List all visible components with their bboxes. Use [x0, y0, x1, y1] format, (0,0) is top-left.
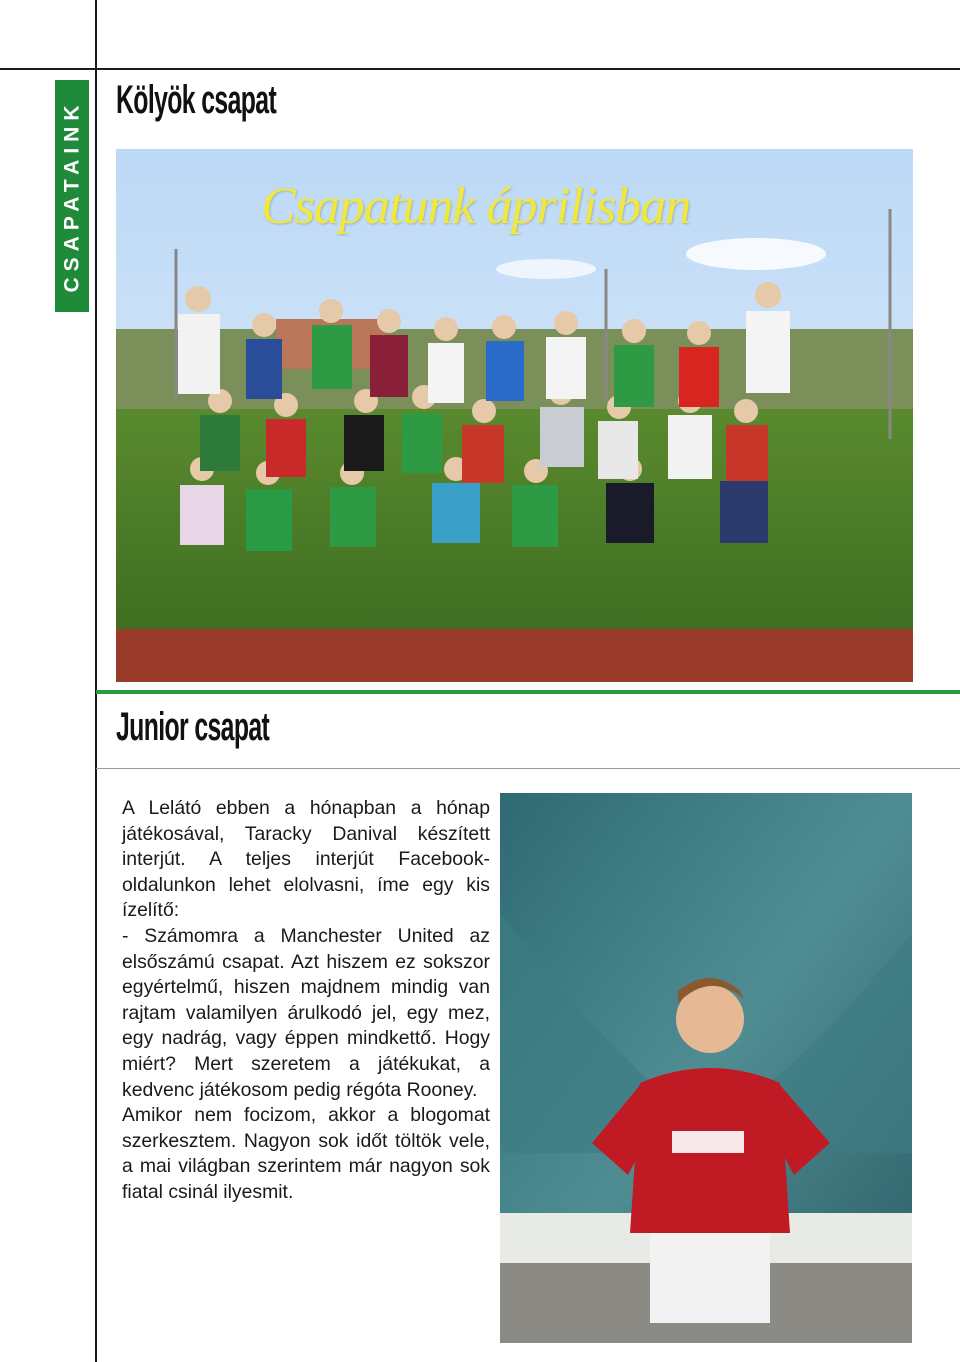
- team-photo-caption: Csapatunk áprilisban: [261, 178, 691, 235]
- article-paragraph: - Számomra a Manchester United az elsőszámú csapat. Azt hiszem ez sokszor egyértelmű, hiszen majdnem mindig van rajtam valamilyen árulkodó jel, egy mez, egy nadrág, vagy éppen mindkettő. Hogy miért? Mert szeretem a játékukat, a kedvenc játékosom pedig régóta Rooney.: [122, 924, 490, 1101]
- article-paragraph: Amikor nem focizom, akkor a blogomat szerkesztem. Nagyon sok időt töltök vele, a mai világban szerintem már nagyon sok fiatal csinál ilyesmit.: [122, 1104, 490, 1203]
- top-rule: [0, 68, 960, 70]
- section-tab: [55, 80, 89, 312]
- section-title-kolyok: Kölyök csapat: [116, 78, 277, 122]
- section-divider: [96, 690, 960, 694]
- article-paragraph: A Lelátó ebben a hónapban a hónap játékosával, Taracky Danival készített interjút. A teljes interjút Facebook-oldalunkon lehet elolvasni, íme egy kis ízelítő:: [122, 797, 490, 922]
- interview-article: [122, 796, 490, 1206]
- player-photo: [500, 793, 912, 1343]
- title-underline: [96, 768, 960, 769]
- section-tab-label: CSAPATAINK: [60, 99, 83, 293]
- team-photo: [116, 149, 913, 682]
- player-photo-image: [500, 793, 912, 1343]
- vertical-rule: [95, 0, 97, 1362]
- section-title-junior: Junior csapat: [116, 705, 270, 749]
